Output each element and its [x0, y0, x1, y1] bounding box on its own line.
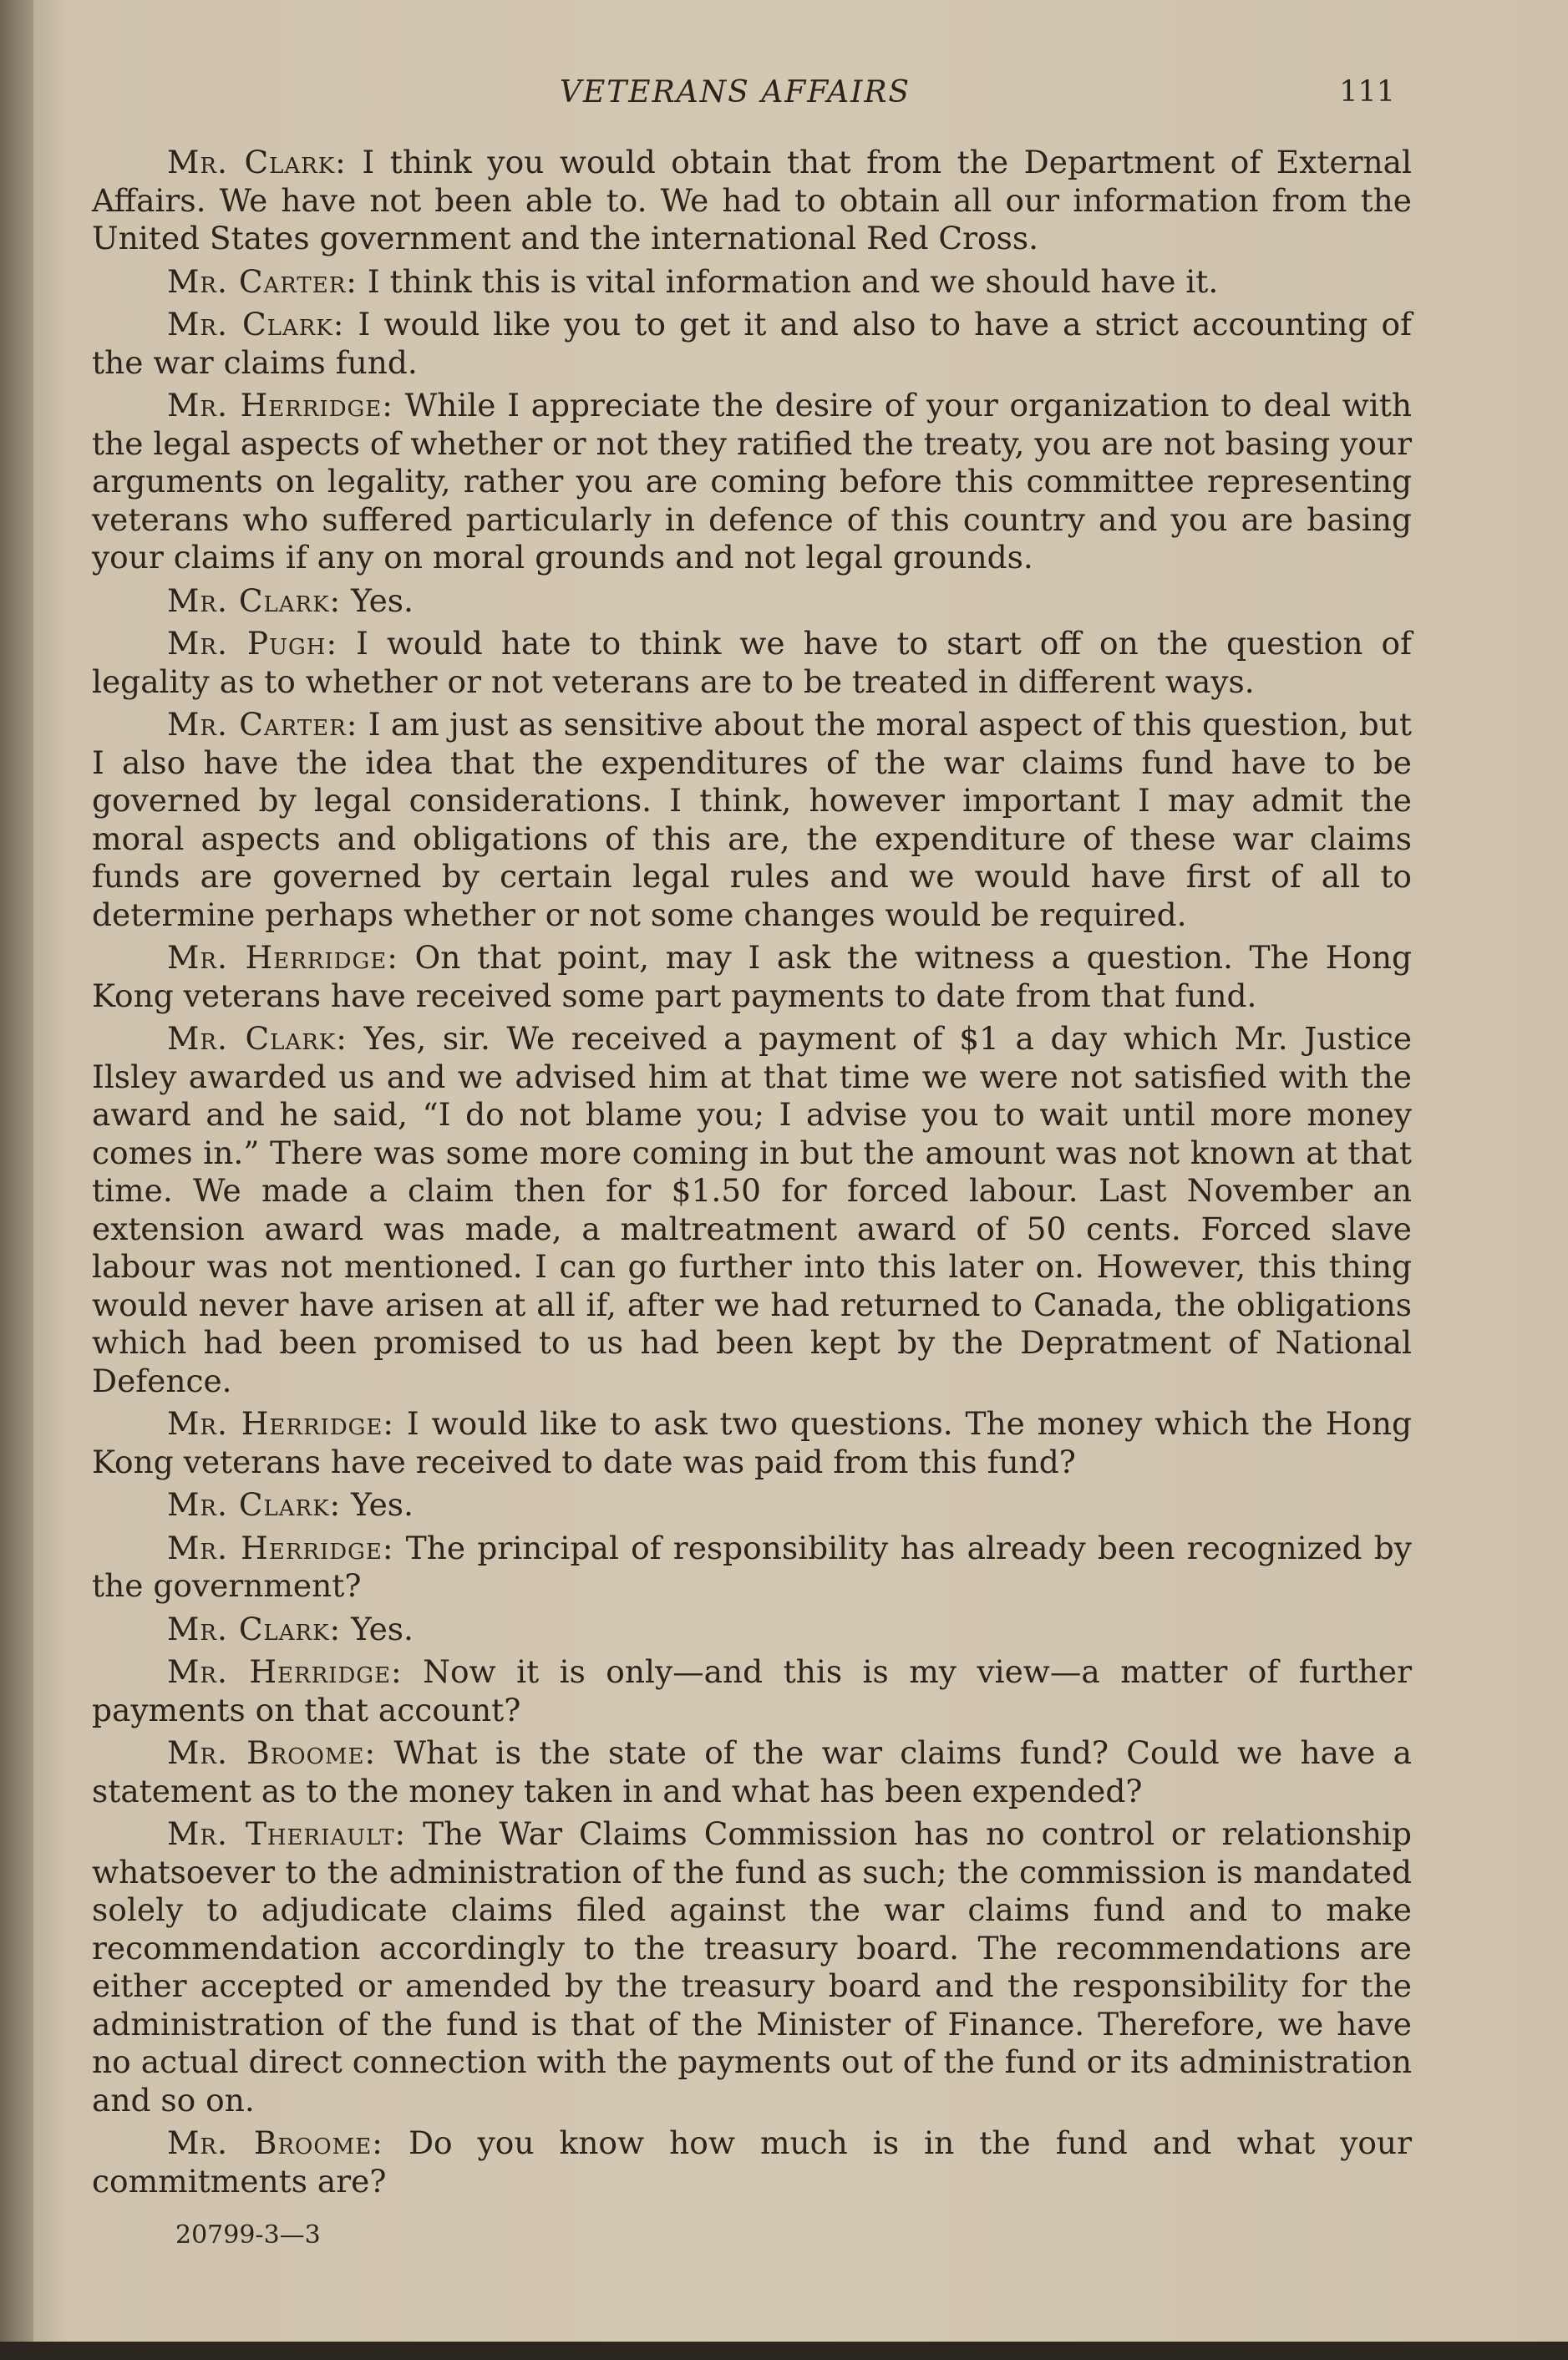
paragraph	[92, 1486, 1412, 1525]
paragraph	[92, 1611, 1412, 1649]
paragraph-text: I would hate to think we have to start off on the question of legality as to whether or not veterans are to be treated in different ways.	[92, 625, 1412, 700]
speaker-name: Mr. Theriault:	[167, 1815, 407, 1852]
paragraph-text: Yes.	[351, 1610, 414, 1647]
speaker-name: Mr. Herridge:	[167, 387, 393, 424]
transcript-body	[92, 144, 1412, 2205]
speaker-name: Mr. Clark:	[167, 1486, 342, 1523]
paragraph-text: Yes.	[351, 581, 414, 619]
paragraph	[92, 263, 1412, 302]
paragraph	[92, 939, 1412, 1015]
page-header	[92, 75, 1395, 117]
speaker-name: Mr. Clark:	[167, 581, 342, 619]
page-number: 111	[1339, 75, 1395, 109]
paragraph-text: I would like to ask two questions. The money which the Hong Kong veterans have received to date was paid from this fund?	[92, 1405, 1413, 1480]
paragraph-text: Do you know how much is in the fund and what your commitments are?	[92, 2124, 1412, 2200]
paragraph-text: Now it is only—and this is my view—a matter of further payments on that account?	[92, 1653, 1413, 1728]
paragraph	[92, 387, 1412, 577]
paragraph-text: The principal of responsibility has already been recognized by the government?	[92, 1529, 1412, 1604]
paragraph	[92, 1405, 1412, 1481]
paragraph	[92, 144, 1412, 258]
speaker-name: Mr. Herridge:	[167, 1405, 395, 1442]
speaker-name: Mr. Carter:	[167, 706, 358, 743]
speaker-name: Mr. Clark:	[167, 1020, 348, 1057]
paragraph	[92, 2124, 1412, 2200]
running-head: VETERANS AFFAIRS	[560, 75, 911, 109]
paragraph-text: I think this is vital information and we should have it.	[367, 262, 1219, 300]
speaker-name: Mr. Herridge:	[167, 939, 398, 976]
paragraph-text: I am just as sensitive about the moral aspect of this question, but I also have the idea that the expenditures of the war claims fund have to be governed by legal considerations. I think, however important I may admit the moral aspects and obligations of this are, the expenditure of these war claims funds are governed by certain legal rules and we would have first of all to determine perhaps whether or not some changes would be required.	[92, 706, 1412, 933]
speaker-name: Mr. Clark:	[167, 144, 347, 180]
paragraph	[92, 1020, 1412, 1400]
paragraph	[92, 1653, 1412, 1729]
footer-print-code: 20799-3—3	[175, 2220, 321, 2250]
paragraph-text: Yes, sir. We received a payment of $1 a day which Mr. Justice Ilsley awarded us and we advised him at that time we were not satisfied with the award and he said, “I do not blame you; I advise you to wait until more money comes in.” There was some more coming in but the amount was not known at that time. We made a claim then for $1.50 for forced labour. Last November an extension award was made, a maltreatment award of 50 cents. Forced slave labour was not mentioned. I can go further into this later on. However, this thing would never have arisen at all if, after we had returned to Canada, the obligations which had been promised to us had been kept by the Depratment of National Defence.	[92, 1020, 1413, 1399]
paragraph	[92, 1734, 1412, 1810]
paragraph	[92, 306, 1412, 382]
speaker-name: Mr. Herridge:	[167, 1529, 394, 1566]
paragraph-text: I think you would obtain that from the Department of External Affairs. We have not been able to. We had to obtain all our information from the United States government and the international Red Cross.	[92, 144, 1413, 256]
speaker-name: Mr. Herridge:	[167, 1653, 403, 1690]
paragraph-text: What is the state of the war claims fund? Could we have a statement as to the money taken in and what has been expended?	[92, 1734, 1413, 1809]
speaker-name: Mr. Clark:	[167, 306, 345, 343]
speaker-name: Mr. Broome:	[167, 2124, 383, 2161]
paragraph-text: Yes.	[351, 1486, 414, 1523]
paragraph	[92, 582, 1412, 621]
paragraph-text: I would like you to get it and also to have a strict accounting of the war claims fund.	[92, 306, 1412, 381]
speaker-name: Mr. Broome:	[167, 1734, 377, 1771]
paragraph	[92, 706, 1412, 934]
paragraph-text: While I appreciate the desire of your organization to deal with the legal aspects of whether or not they ratified the treaty, you are not basing your arguments on legality, rather you are coming before this committee representing veterans who suffered particularly in defence of this country and you are basing your claims if any on moral grounds and not legal grounds.	[92, 387, 1412, 576]
speaker-name: Mr. Clark:	[167, 1610, 342, 1647]
paragraph	[92, 1815, 1412, 2119]
speaker-name: Mr. Carter:	[167, 262, 358, 300]
page-bottom-edge	[0, 2342, 1568, 2360]
paragraph-text: On that point, may I ask the witness a question. The Hong Kong veterans have received some part payments to date from that fund.	[92, 939, 1413, 1014]
paragraph-text: The War Claims Commission has no control or relationship whatsoever to the administration of the fund as such; the commission is mandated solely to adjudicate claims filed against the war claims fund and to make recommendation accordingly to the treasury board. The recommendations are either accepted or amended by the treasury board and the responsibility for the administration of the fund is that of the Minister of Finance. Therefore, we have no actual direct connection with the payments out of the fund or its administration and so on.	[92, 1815, 1413, 2119]
paragraph	[92, 1530, 1412, 1606]
paragraph	[92, 625, 1412, 701]
book-spine-shadow	[0, 0, 33, 2360]
speaker-name: Mr. Pugh:	[167, 625, 338, 662]
